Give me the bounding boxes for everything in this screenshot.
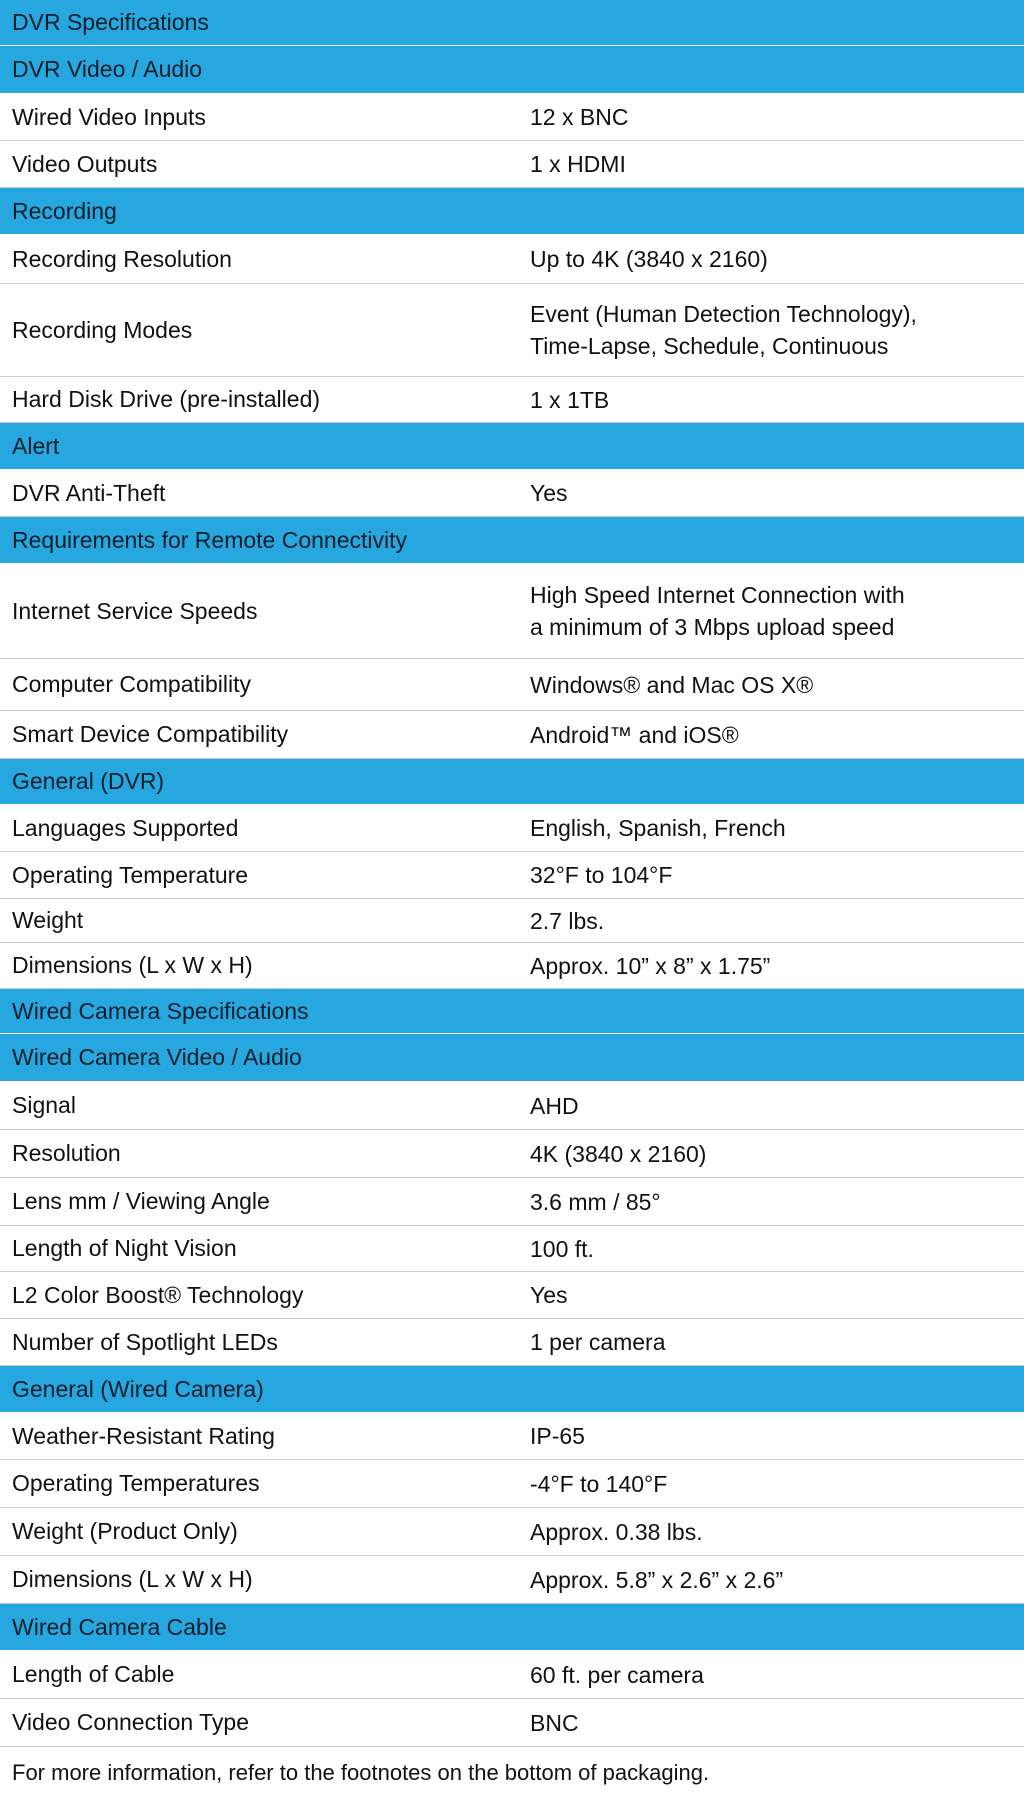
spec-label: Recording Modes bbox=[12, 316, 193, 343]
spec-value: Up to 4K (3840 x 2160) bbox=[530, 246, 768, 272]
spec-value: IP-65 bbox=[530, 1423, 585, 1449]
spec-label: Number of Spotlight LEDs bbox=[12, 1328, 278, 1355]
spec-row bbox=[0, 1508, 1024, 1556]
spec-row bbox=[0, 659, 1024, 711]
spec-row bbox=[0, 852, 1024, 899]
spec-row bbox=[0, 1130, 1024, 1178]
spec-value: AHD bbox=[530, 1092, 579, 1119]
section-header bbox=[0, 1604, 1024, 1651]
section-title: Wired Camera Cable bbox=[12, 1613, 227, 1640]
spec-label: Dimensions (L x W x H) bbox=[12, 1566, 253, 1592]
spec-row bbox=[0, 564, 1024, 659]
spec-value: Approx. 5.8” x 2.6” x 2.6” bbox=[530, 1566, 784, 1593]
spec-row bbox=[0, 1319, 1024, 1366]
section-header bbox=[0, 517, 1024, 564]
spec-value: Event (Human Detection Technology), Time-Lapse, Schedule, Continuous bbox=[530, 301, 917, 359]
spec-value: High Speed Internet Connection with a minimum of 3 Mbps upload speed bbox=[530, 582, 905, 640]
spec-label: Lens mm / Viewing Angle bbox=[12, 1188, 270, 1214]
spec-value: 1 x HDMI bbox=[530, 151, 626, 177]
spec-label: Weight bbox=[12, 907, 84, 933]
section-header bbox=[0, 1034, 1024, 1082]
spec-row bbox=[0, 141, 1024, 188]
section-title: Wired Camera Video / Audio bbox=[12, 1044, 302, 1070]
section-header bbox=[0, 1366, 1024, 1413]
spec-label: Dimensions (L x W x H) bbox=[12, 952, 253, 978]
section-header bbox=[0, 423, 1024, 470]
spec-row bbox=[0, 1699, 1024, 1747]
section-header bbox=[0, 46, 1024, 94]
spec-row bbox=[0, 94, 1024, 141]
spec-row bbox=[0, 1178, 1024, 1226]
spec-row bbox=[0, 1082, 1024, 1130]
section-title: DVR Specifications bbox=[12, 9, 209, 35]
spec-value: 4K (3840 x 2160) bbox=[530, 1140, 707, 1167]
spec-row bbox=[0, 899, 1024, 943]
section-title: DVR Video / Audio bbox=[12, 56, 203, 82]
spec-value: 100 ft. bbox=[530, 1235, 594, 1262]
section-header bbox=[0, 759, 1024, 805]
spec-label: DVR Anti-Theft bbox=[12, 479, 166, 506]
spec-row bbox=[0, 235, 1024, 284]
section-title: General (DVR) bbox=[12, 768, 165, 794]
section-title: Recording bbox=[12, 197, 117, 224]
section-header bbox=[0, 0, 1024, 46]
spec-value: English, Spanish, French bbox=[530, 815, 786, 841]
spec-label: Operating Temperatures bbox=[12, 1470, 260, 1496]
spec-label: Hard Disk Drive (pre-installed) bbox=[12, 386, 321, 412]
spec-label: L2 Color Boost® Technology bbox=[12, 1281, 304, 1308]
spec-value: Yes bbox=[530, 1282, 568, 1308]
spec-row bbox=[0, 1272, 1024, 1319]
spec-row bbox=[0, 470, 1024, 517]
spec-label: Smart Device Compatibility bbox=[12, 721, 289, 747]
spec-value: 12 x BNC bbox=[530, 104, 629, 130]
section-title: Alert bbox=[12, 432, 60, 459]
spec-label: Weight (Product Only) bbox=[12, 1518, 238, 1544]
spec-label: Length of Night Vision bbox=[12, 1235, 237, 1261]
spec-value: -4°F to 140°F bbox=[530, 1470, 668, 1497]
spec-label: Languages Supported bbox=[12, 814, 239, 841]
spec-value: 1 x 1TB bbox=[530, 386, 610, 413]
footer-note: For more information, refer to the footnotes on the bottom of packaging. bbox=[12, 1760, 710, 1785]
spec-label: Computer Compatibility bbox=[12, 671, 252, 697]
spec-row bbox=[0, 284, 1024, 377]
spec-label: Internet Service Speeds bbox=[12, 597, 258, 624]
spec-label: Weather-Resistant Rating bbox=[12, 1422, 275, 1449]
spec-label: Length of Cable bbox=[12, 1661, 175, 1687]
section-header bbox=[0, 188, 1024, 235]
spec-row bbox=[0, 711, 1024, 759]
spec-row bbox=[0, 1460, 1024, 1508]
spec-value: Android™ and iOS® bbox=[530, 721, 739, 748]
spec-value: Approx. 10” x 8” x 1.75” bbox=[530, 952, 771, 979]
spec-row bbox=[0, 377, 1024, 423]
spec-row bbox=[0, 805, 1024, 852]
spec-value: Windows® and Mac OS X® bbox=[530, 671, 814, 698]
spec-value: 60 ft. per camera bbox=[530, 1661, 704, 1688]
spec-row bbox=[0, 1413, 1024, 1460]
spec-value: Yes bbox=[530, 480, 568, 506]
spec-value: 3.6 mm / 85° bbox=[530, 1188, 661, 1215]
spec-row bbox=[0, 1556, 1024, 1604]
spec-value: 2.7 lbs. bbox=[530, 907, 605, 934]
spec-value: 1 per camera bbox=[530, 1329, 666, 1355]
spec-row bbox=[0, 943, 1024, 989]
spec-value: 32°F to 104°F bbox=[530, 862, 673, 888]
spec-label: Resolution bbox=[12, 1140, 121, 1166]
section-header bbox=[0, 989, 1024, 1034]
spec-label: Operating Temperature bbox=[12, 861, 249, 888]
spec-row bbox=[0, 1226, 1024, 1272]
spec-row bbox=[0, 1651, 1024, 1699]
spec-label: Recording Resolution bbox=[12, 245, 232, 272]
spec-value: Approx. 0.38 lbs. bbox=[530, 1518, 703, 1545]
spec-label: Wired Video Inputs bbox=[12, 103, 206, 130]
spec-label: Video Outputs bbox=[12, 150, 158, 177]
section-title: Wired Camera Specifications bbox=[12, 997, 309, 1024]
spec-label: Video Connection Type bbox=[12, 1709, 249, 1735]
spec-label: Signal bbox=[12, 1092, 76, 1118]
section-title: Requirements for Remote Connectivity bbox=[12, 526, 407, 553]
spec-value: BNC bbox=[530, 1709, 579, 1736]
section-title: General (Wired Camera) bbox=[12, 1375, 264, 1402]
